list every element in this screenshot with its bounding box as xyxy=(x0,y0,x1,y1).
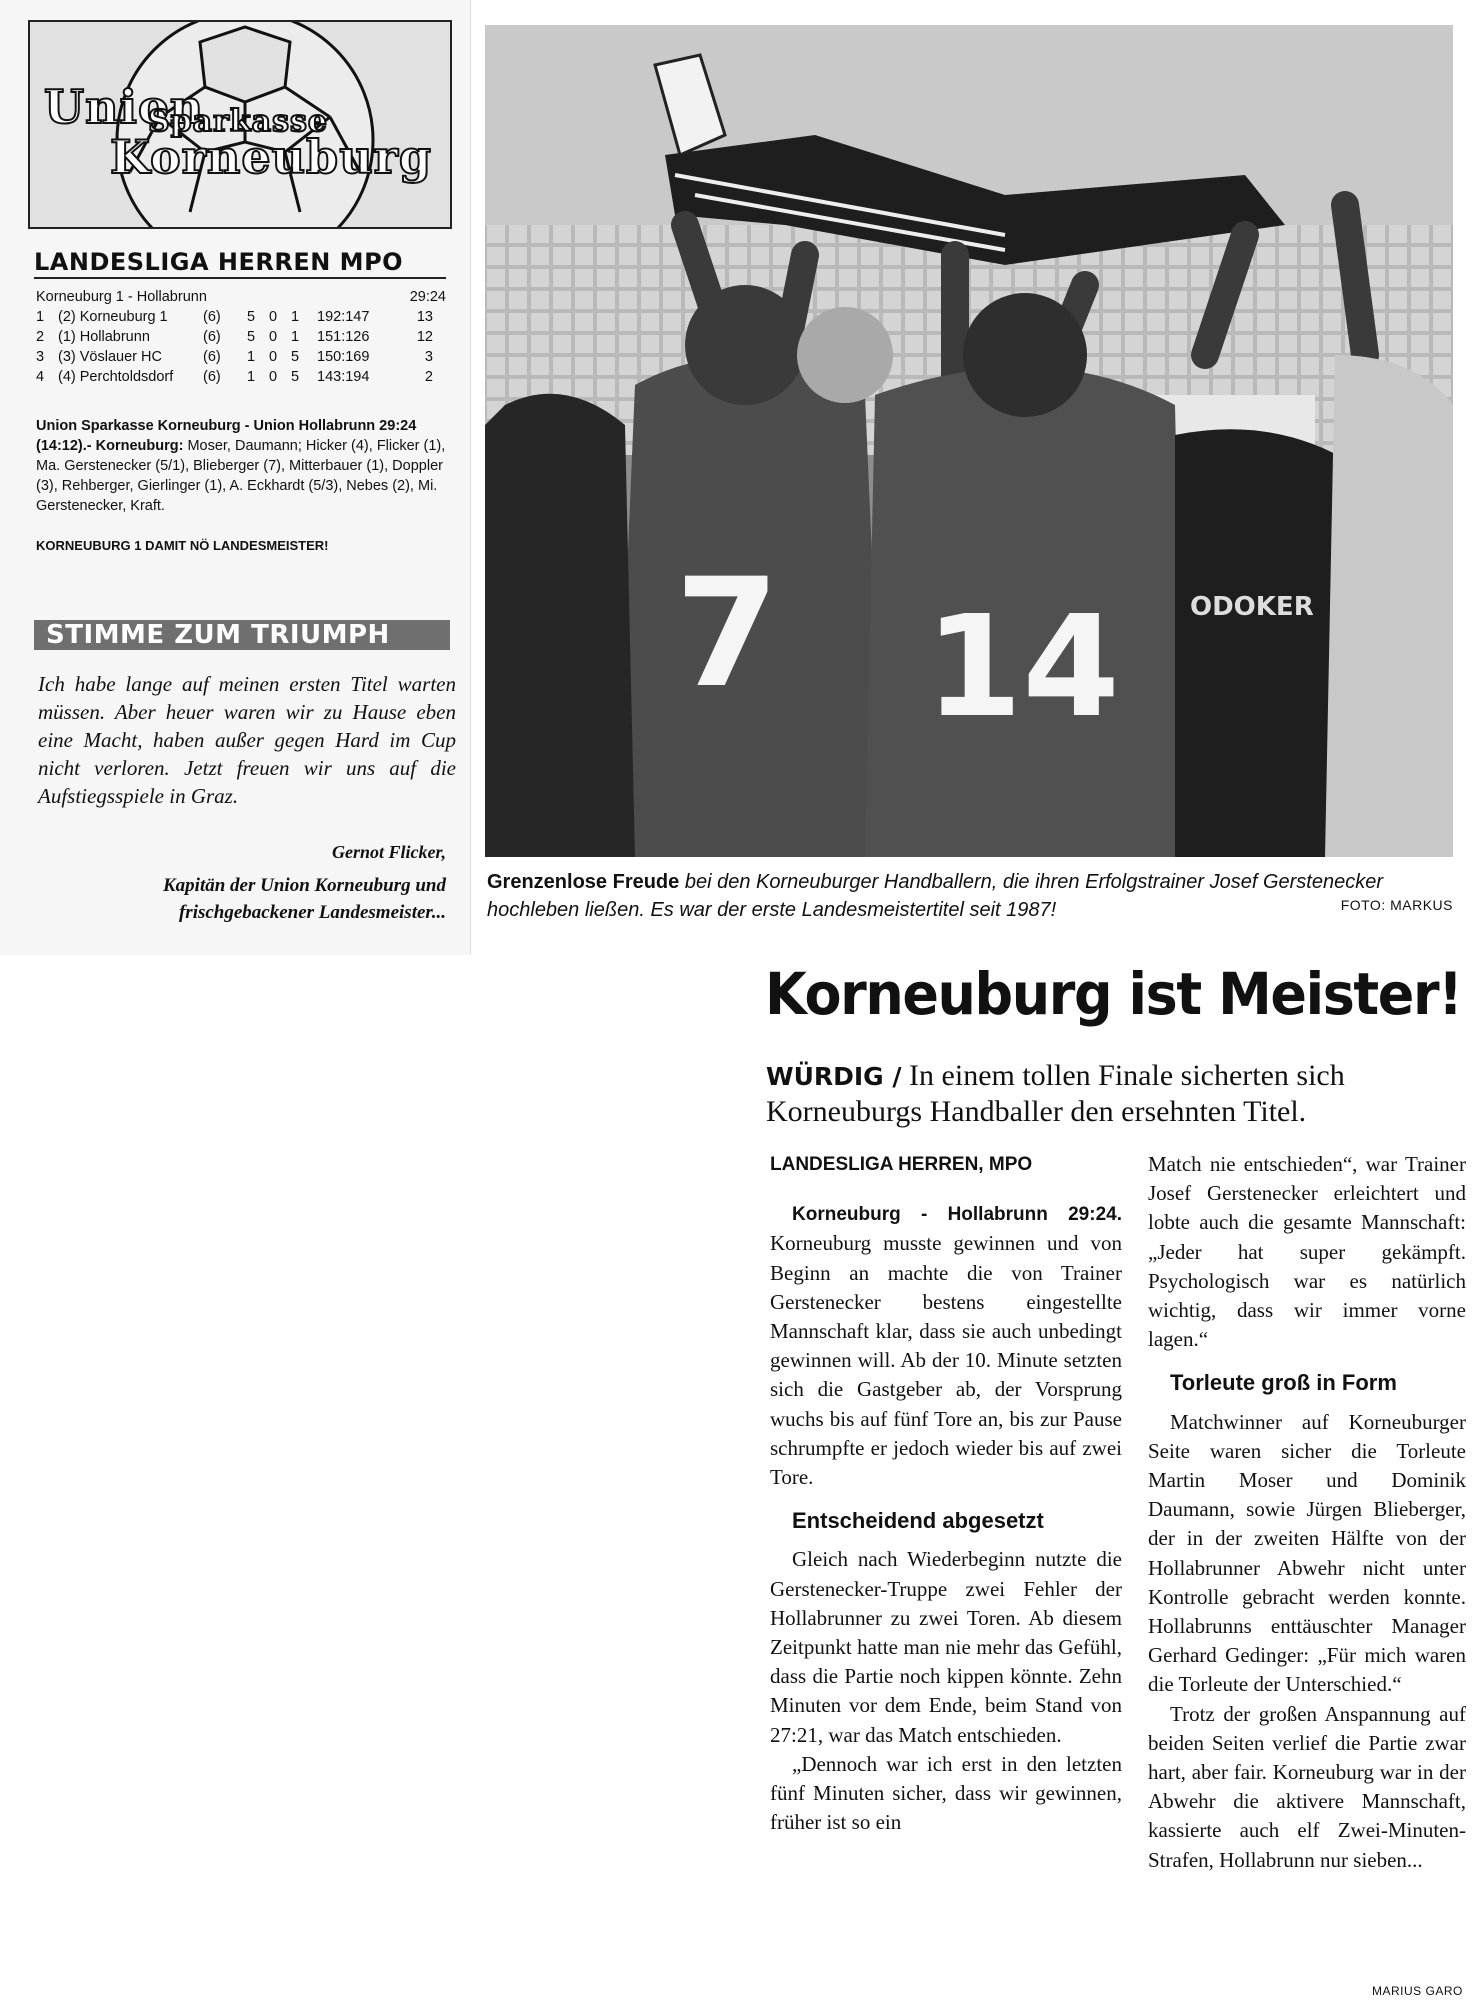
league-title: LANDESLIGA HERREN MPO xyxy=(34,248,404,276)
photo-credit: FOTO: MARKUS xyxy=(1340,897,1453,913)
draws-cell: 0 xyxy=(269,369,278,385)
wins-cell: 1 xyxy=(247,349,256,365)
article-paragraph: Gleich nach Wiederbeginn nutzte die Gerstenecker-Truppe zwei Fehler der Hollabrunner zu zwei Toren. Ab diesem Zeitpunkt hatte man nie mehr das Gefühl, dass die Partie noch kippen könnte. Zehn Minuten vor dem Ende, beim Stand von 27:21, war das Match entschieden. xyxy=(770,1547,1122,1747)
draws-cell: 0 xyxy=(269,329,278,345)
logo-union-text: Union xyxy=(44,80,205,134)
caption-text: bei den Korneuburger Handballern, die ihren Erfolgstrainer Josef Gerstenecker hochleben ließen. Es war der erste Landesmeistertitel seit 1987! xyxy=(487,871,1384,921)
goals-cell: 150:169 xyxy=(317,349,370,365)
rank-cell: 3 xyxy=(36,349,45,365)
team-cell: (1) Hollabrunn xyxy=(58,329,150,345)
wins-cell: 1 xyxy=(247,369,256,385)
points-cell: 3 xyxy=(424,349,433,365)
rank-cell: 2 xyxy=(36,329,45,345)
article-paragraph: Match nie entschieden“, war Trainer Josef Gerstenecker erleichtert und lobte auch die gesamte Mannschaft: „Jeder hat super gekämpft. Psychologisch war es natürlich wichtig, dass wir immer vorne lagen.“ xyxy=(1148,1152,1466,1352)
article-column-2 xyxy=(1148,1150,1466,1875)
logo-korneuburg-text: Korneuburg xyxy=(110,130,433,184)
points-cell: 2 xyxy=(424,369,433,385)
losses-cell: 1 xyxy=(291,309,300,325)
logo-sparkasse-text: Sparkasse xyxy=(148,104,328,139)
article-subhead xyxy=(766,1058,1466,1129)
played-cell: (6) xyxy=(203,329,221,345)
table-row xyxy=(36,367,446,387)
team-celebration-photo xyxy=(485,25,1453,857)
result-line xyxy=(36,287,446,307)
club-logo xyxy=(28,20,452,229)
goals-cell: 151:126 xyxy=(317,329,370,345)
goals-cell: 192:147 xyxy=(317,309,370,325)
subhead-text: In einem tollen Finale sicherten sich Korneuburgs Handballer den ersehnten Titel. xyxy=(766,1059,1345,1128)
losses-cell: 5 xyxy=(291,369,300,385)
match-report-lineup: Moser, Daumann; Hicker (4), Flicker (1), Ma. Gerstenecker (5/1), Blieberger (7), Mitterbauer (1), Doppler (3), Rehberger, Gierlinger (1), A. Eckhardt (5/3), Nebes (2), Mi. Gerstenecker, Kraft. xyxy=(36,438,446,514)
article-kicker: WÜRDIG / xyxy=(766,1062,902,1091)
wins-cell: 5 xyxy=(247,329,256,345)
wins-cell: 5 xyxy=(247,309,256,325)
paragraph-text: Korneuburg musste gewinnen und von Beginn an machte die von Trainer Gerstenecker bestens eingestellte Mannschaft klar, dass sie auch unbedingt gewinnen will. Ab der 10. Minute setzten sich die Gastgeber ab, der Vorsprung wuchs bis auf fünf Tore an, bis zur Pause schrumpfte er jedoch wieder bis auf zwei Tore. xyxy=(770,1231,1122,1490)
photo-caption xyxy=(487,868,1457,924)
jersey-number-right: 14 xyxy=(925,586,1120,749)
team-cell: (2) Korneuburg 1 xyxy=(58,309,168,325)
losses-cell: 1 xyxy=(291,329,300,345)
section-heading: Torleute groß in Form xyxy=(1170,1370,1397,1396)
article-paragraph xyxy=(770,1199,1122,1492)
article-column-1 xyxy=(770,1150,1122,1837)
result-teams: Korneuburg 1 - Hollabrunn xyxy=(36,289,207,305)
table-row xyxy=(36,307,446,327)
article-headline: Korneuburg ist Meister! xyxy=(765,960,1462,1028)
sidebar-info-box xyxy=(0,0,471,955)
section-heading: Entscheidend abgesetzt xyxy=(792,1508,1044,1534)
article-paragraph: Trotz der großen Anspannung auf beiden Seiten verlief die Partie zwar hart, aber fair. Korneuburg war in der Abwehr die aktivere Mannschaft, kassierte auch elf Zwei-Minuten-Strafen, Hollabrunn nur sieben... xyxy=(1148,1701,1466,1872)
quote-author: Gernot Flicker, xyxy=(331,842,446,862)
quote-heading: STIMME ZUM TRIUMPH xyxy=(34,620,450,650)
points-cell: 12 xyxy=(416,329,433,345)
quote-author-role: Kapitän der Union Korneuburg und frischgebackener Landesmeister... xyxy=(163,875,446,923)
section-label: LANDESLIGA HERREN, MPO xyxy=(770,1154,1033,1175)
losses-cell: 5 xyxy=(291,349,300,365)
team-cell: (3) Vöslauer HC xyxy=(58,349,162,365)
sponsor-text: ODOKER xyxy=(1190,592,1314,622)
points-cell: 13 xyxy=(416,309,433,325)
draws-cell: 0 xyxy=(269,349,278,365)
match-report xyxy=(36,416,446,516)
table-row xyxy=(36,347,446,367)
standings-table xyxy=(36,287,446,387)
draws-cell: 0 xyxy=(269,309,278,325)
match-report-header: Union Sparkasse Korneuburg - Union Hollabrunn 29:24 (14:12).- Korneuburg: xyxy=(36,418,417,454)
lead-bold: Korneuburg - Hollabrunn 29:24. xyxy=(792,1204,1122,1226)
caption-lead: Grenzenlose Freude xyxy=(487,871,680,893)
result-score: 29:24 xyxy=(409,289,446,305)
rank-cell: 1 xyxy=(36,309,45,325)
played-cell: (6) xyxy=(203,309,221,325)
rank-cell: 4 xyxy=(36,369,45,385)
article-paragraph: „Dennoch war ich erst in den letzten fünf Minuten sicher, dass wir gewinnen, früher ist so ein xyxy=(770,1751,1122,1835)
photo-illustration xyxy=(485,25,1453,857)
played-cell: (6) xyxy=(203,369,221,385)
article-paragraph: Matchwinner auf Korneuburger Seite waren sicher die Torleute Martin Moser und Dominik Daumann, sowie Jürgen Blieberger, der in der zweiten Hälfte von der Hollabrunner Abwehr nicht unter Kontrolle gebracht werden konnte. Hollabrunns enttäuschter Manager Gerhard Gedinger: „Für mich waren die Torleute der Unterschied.“ xyxy=(1148,1409,1466,1697)
divider xyxy=(34,277,446,279)
author-credit: MARIUS GARO xyxy=(1372,1984,1463,1998)
team-cell: (4) Perchtoldsdorf xyxy=(58,369,174,385)
jersey-number-left: 7 xyxy=(675,547,780,721)
table-row xyxy=(36,327,446,347)
champion-line: KORNEUBURG 1 DAMIT NÖ LANDESMEISTER! xyxy=(36,538,329,553)
quote-text: Ich habe lange auf meinen ersten Titel warten müssen. Aber heuer waren wir zu Hause eben eine Macht, haben außer gegen Hard im Cup nicht verloren. Jetzt freuen wir uns auf die Aufstiegsspiele in Graz. xyxy=(38,672,456,808)
goals-cell: 143:194 xyxy=(317,369,370,385)
played-cell: (6) xyxy=(203,349,221,365)
